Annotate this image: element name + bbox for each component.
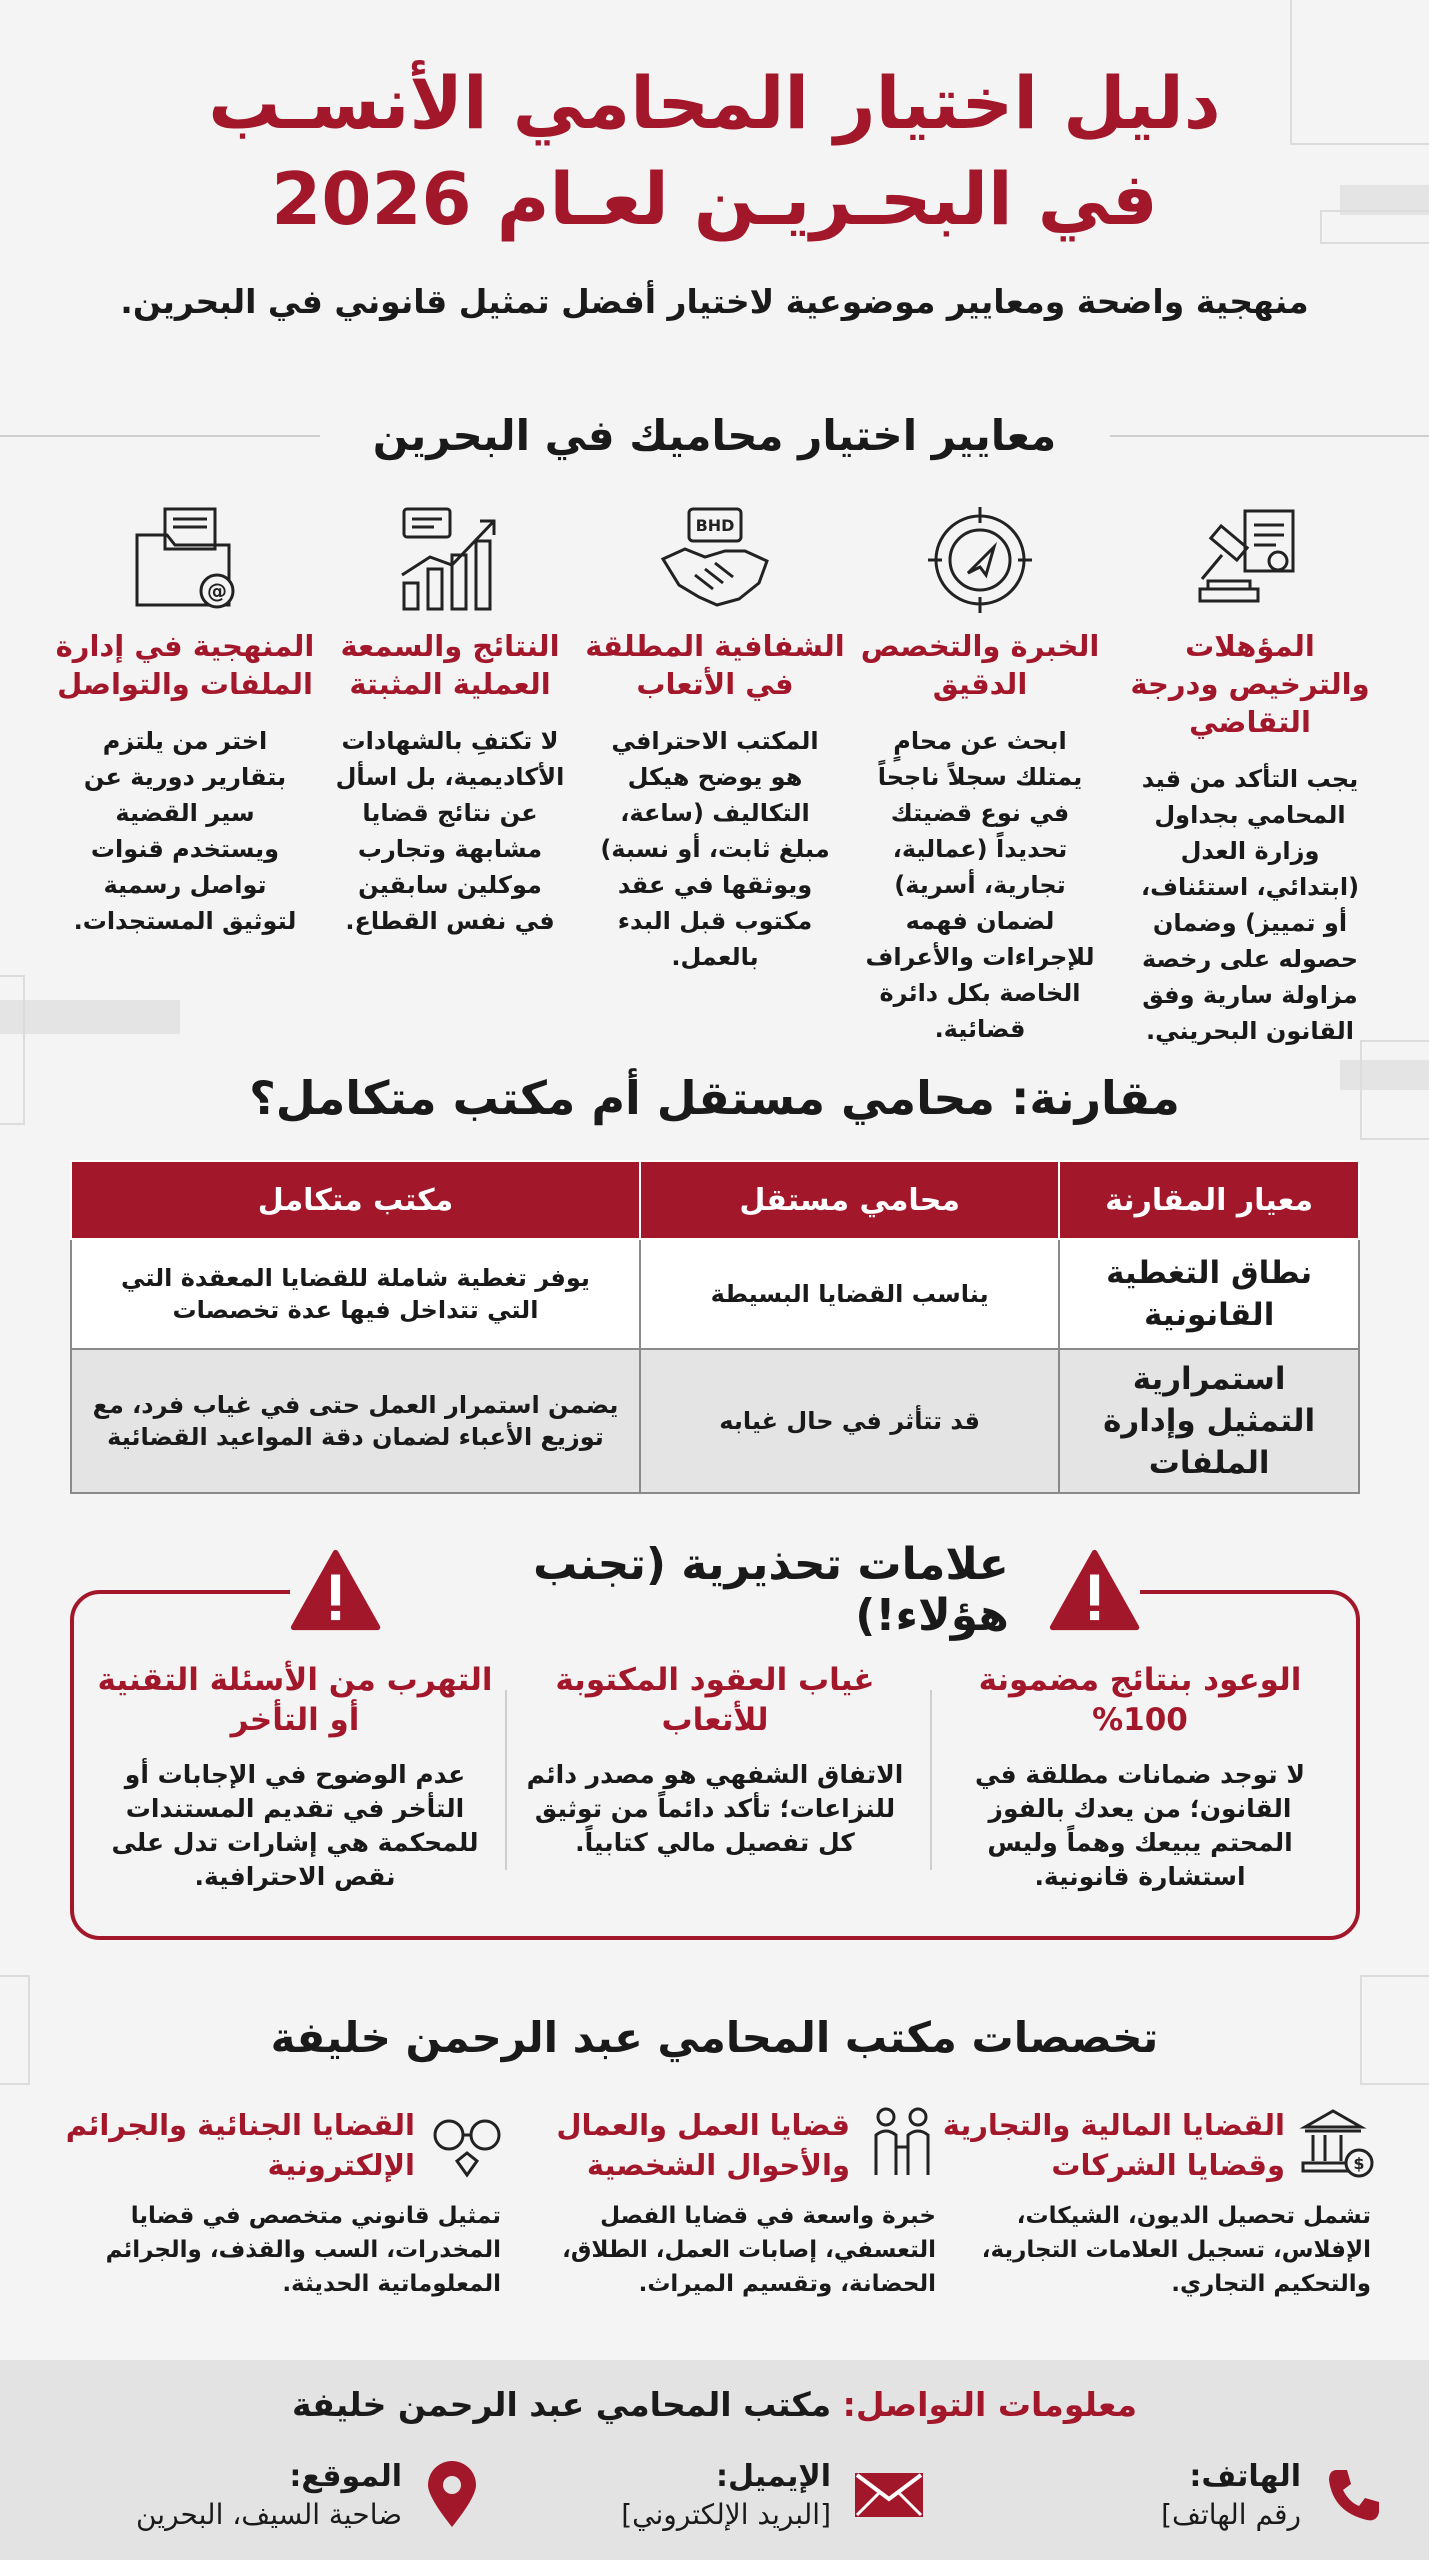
comparison-table <box>70 1160 1360 1494</box>
warning-title: غياب العقود المكتوبة للأتعاب <box>555 1662 875 1738</box>
criteria-item-methodology <box>55 505 315 939</box>
warnings-heading: علامات تحذيرية (تجنب هؤلاء!) <box>533 1539 1009 1641</box>
specialty-item-labor <box>500 2105 940 2301</box>
criteria-item-expertise <box>850 505 1110 1047</box>
warning-text: لا توجد ضمانات مطلقة في القانون؛ من يعدك بالفوز المحتم يبيعك وهماً وليس استشارة قانونية. <box>974 1760 1305 1891</box>
specialty-item-criminal <box>65 2105 505 2301</box>
specialty-text: خبرة واسعة في قضايا الفصل التعسفي، إصابات العمل، الطلاق، الحضانة، وتقسيم الميراث. <box>562 2203 936 2297</box>
warnings-header <box>290 1540 1140 1640</box>
contact-title <box>0 2385 1429 2424</box>
warning-icon <box>290 1545 381 1635</box>
email-value[interactable]: [البريد الإلكتروني] <box>621 2498 831 2531</box>
location-pin-icon <box>424 2461 480 2529</box>
contact-email[interactable] <box>545 2450 925 2540</box>
table-cell: يوفر تغطية شاملة للقضايا المعقدة التي التي تتداخل فيها عدة تخصصات <box>71 1239 640 1349</box>
criteria-item-results <box>320 505 580 939</box>
warning-item-guarantees <box>940 1660 1340 1894</box>
mail-icon <box>853 2469 925 2521</box>
specialty-title: القضايا الجنائية والجرائم الإلكترونية <box>65 2108 415 2182</box>
table-row <box>71 1349 1359 1493</box>
criteria-title: الخبرة والتخصص الدقيق <box>860 629 1100 701</box>
target-compass-icon <box>920 505 1040 615</box>
divider <box>930 1690 932 1870</box>
criteria-title: المؤهلات والترخيص ودرجة التقاضي <box>1130 629 1370 739</box>
phone-value[interactable]: رقم الهاتف] <box>1161 2498 1301 2531</box>
growth-chart-icon <box>390 505 510 615</box>
comparison-heading: مقارنة: محامي مستقل أم مكتب متكامل؟ <box>227 1071 1202 1125</box>
criteria-list <box>45 505 1385 1045</box>
location-value[interactable]: ضاحية السيف، البحرين <box>135 2498 402 2531</box>
criteria-text: اختر من يلتزم بتقارير دورية عن سير القضية ويستخدم قنوات تواصل رسمية لتوثيق المستجدات. <box>73 727 297 935</box>
contact-footer <box>0 2360 1429 2560</box>
warning-item-evasion <box>95 1660 495 1894</box>
specialty-title: القضايا المالية والتجارية وقضايا الشركات <box>942 2108 1285 2182</box>
specialty-text: تمثيل قانوني متخصص في قضايا المخدرات، السب والقذف، والجرائم المعلوماتية الحديثة. <box>105 2203 501 2297</box>
location-label: الموقع: <box>289 2459 402 2494</box>
phone-icon <box>1323 2464 1385 2526</box>
criteria-text: لا تكتفِ بالشهادات الأكاديمية، بل اسأل عن نتائج قضايا مشابهة وتجارب موكلين سابقين في نفس القطاع. <box>335 727 565 935</box>
table-cell: استمرارية التمثيل وإدارة الملفات <box>1059 1349 1359 1493</box>
specialty-text: تشمل تحصيل الديون، الشيكات، الإفلاس، تسجيل العلامات التجارية، والتحكيم التجاري. <box>981 2203 1371 2297</box>
currency-badge: BHD <box>695 516 735 535</box>
comparison-section-header <box>0 1068 1429 1128</box>
page-subtitle: منهجية واضحة ومعايير موضوعية لاختيار أفضل تمثيل قانوني في البحرين. <box>120 282 1309 321</box>
table-header-row <box>71 1161 1359 1239</box>
email-label: الإيميل: <box>715 2459 831 2494</box>
table-row <box>71 1239 1359 1349</box>
criteria-text: ابحث عن محامٍ يمتلك سجلاً ناجحاً في نوع قضيتك تحديداً (عمالية، تجارية، أسرية) لضمان فهمه للإجراءات والأعراف الخاصة بكل دائرة قضائية. <box>865 727 1095 1043</box>
warning-item-contracts <box>515 1660 915 1860</box>
table-cell: نطاق التغطية القانونية <box>1059 1239 1359 1349</box>
contact-label: معلومات التواصل: <box>842 2385 1138 2424</box>
table-header-cell: محامي مستقل <box>640 1161 1059 1239</box>
warning-text: عدم الوضوح في الإجابات أو التأخر في تقديم المستندات للمحكمة هي إشارات تدل على نقص الاحترافية. <box>111 1760 479 1891</box>
criteria-heading: معايير اختيار محاميك في البحرين <box>351 411 1078 460</box>
specialties-heading: تخصصات مكتب المحامي عبد الرحمن خليفة <box>249 2013 1181 2062</box>
criteria-section-header <box>0 405 1429 465</box>
title-line-1: دليل اختيار المحامي الأنسـب <box>208 61 1221 145</box>
contact-location[interactable] <box>100 2450 480 2540</box>
specialty-title: قضايا العمل والعمال والأحوال الشخصية <box>556 2108 850 2182</box>
criteria-title: المنهجية في إدارة الملفات والتواصل <box>55 629 315 701</box>
criteria-item-transparency <box>585 505 845 975</box>
table-cell: يناسب القضايا البسيطة <box>640 1239 1059 1349</box>
table-cell: قد تتأثر في حال غيابه <box>640 1349 1059 1493</box>
table-header-cell: معيار المقارنة <box>1059 1161 1359 1239</box>
criteria-text: يجب التأكد من قيد المحامي بجداول وزارة العدل (ابتدائي، استئناف، أو تمييز) وضمان حصوله على رخصة مزاولة سارية وفق القانون البحريني. <box>1140 765 1360 1045</box>
svg-text:$: $ <box>1353 2154 1365 2173</box>
office-name: مكتب المحامي عبد الرحمن خليفة <box>291 2385 832 2424</box>
handshake-bhd-icon <box>655 505 775 615</box>
svg-text:@: @ <box>207 579 227 603</box>
warning-text: الاتفاق الشفهي هو مصدر دائم للنزاعات؛ تأكد دائماً من توثيق كل تفصيل مالي كتابياً. <box>526 1760 904 1857</box>
workers-icon <box>864 2105 940 2181</box>
divider <box>505 1690 507 1870</box>
warning-title: التهرب من الأسئلة التقنية أو التأخر <box>97 1662 493 1738</box>
page-title <box>0 55 1429 247</box>
bank-icon <box>1299 2105 1375 2181</box>
handcuffs-icon <box>429 2105 505 2181</box>
warning-icon <box>1049 1545 1140 1635</box>
table-header-cell: مكتب متكامل <box>71 1161 640 1239</box>
criteria-item-qualifications <box>1120 505 1380 1049</box>
criteria-text: المكتب الاحترافي هو يوضح هيكل التكاليف (ساعة، مبلغ ثابت، أو نسبة) ويوثقها في عقد مكتوب قبل البدء بالعمل. <box>600 727 830 971</box>
folder-email-icon <box>125 505 245 615</box>
gavel-certificate-icon <box>1190 505 1310 615</box>
specialties-section-header <box>0 2007 1429 2067</box>
criteria-title: الشفافية المطلقة في الأتعاب <box>585 629 845 701</box>
phone-label: الهاتف: <box>1189 2459 1301 2494</box>
table-cell: يضمن استمرار العمل حتى في غياب فرد، مع توزيع الأعباء لضمان دقة المواعيد القضائية <box>71 1349 640 1493</box>
warning-title: الوعود بنتائج مضمونة 100% <box>978 1662 1302 1738</box>
specialty-item-commercial <box>935 2105 1375 2301</box>
title-line-2: في البحـريـن لعـام 2026 <box>271 157 1158 241</box>
criteria-title: النتائج والسمعة العملية المثبتة <box>340 629 560 701</box>
contact-phone[interactable] <box>1005 2450 1385 2540</box>
